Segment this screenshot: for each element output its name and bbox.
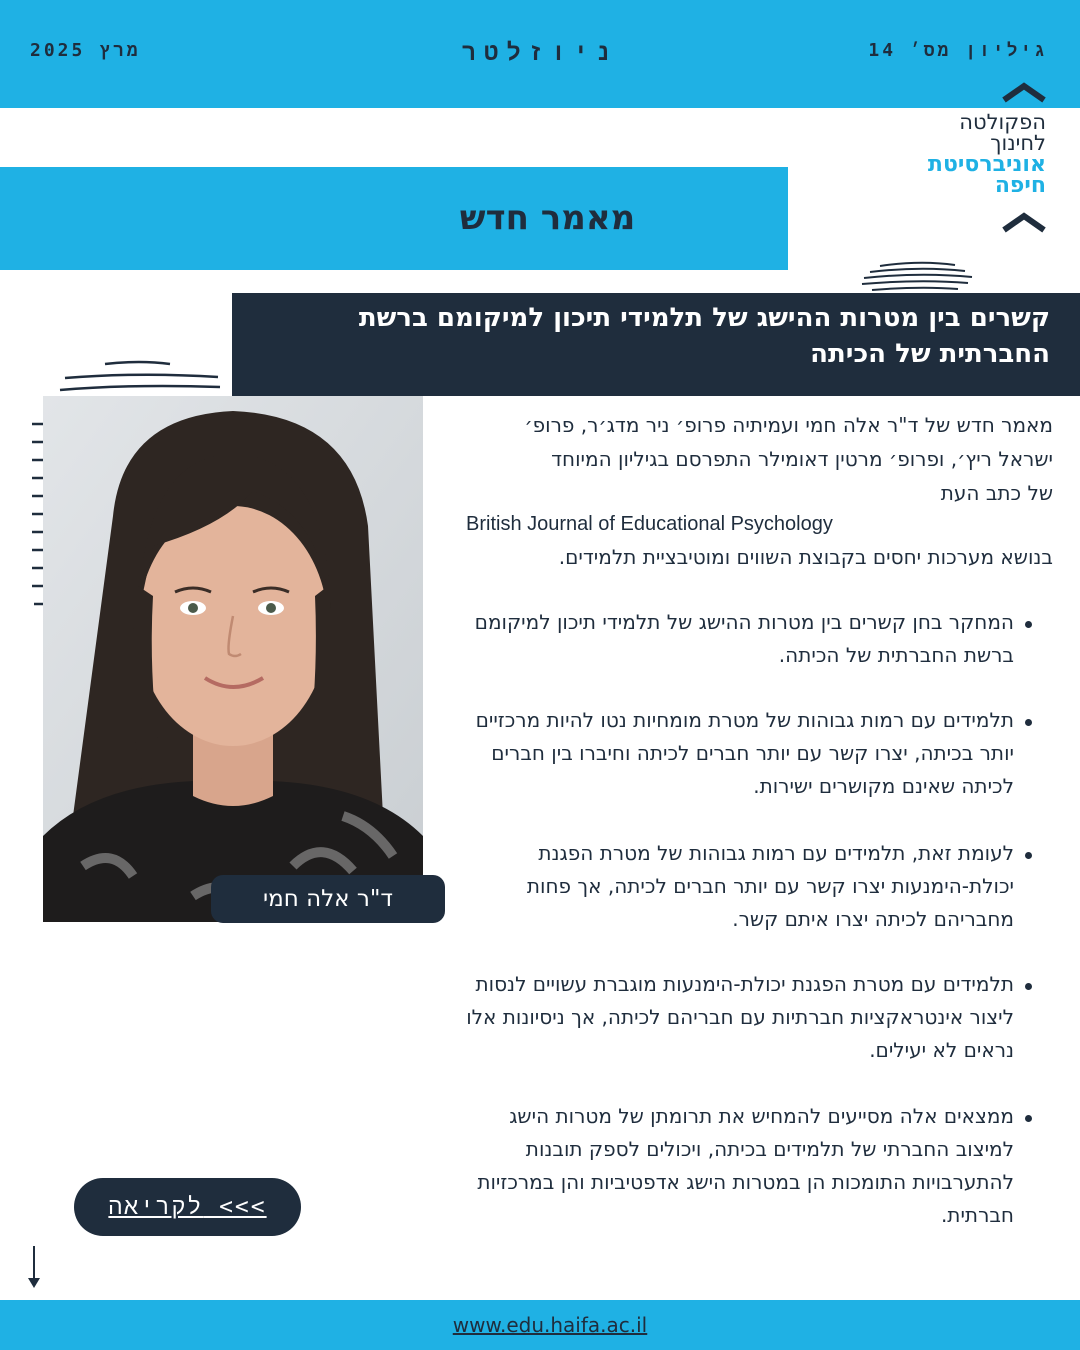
bullet-dot [1025, 983, 1032, 990]
scribble-decoration-icon [860, 258, 975, 294]
photo-caption: ד"ר אלה חמי [211, 875, 445, 923]
bullet-dot [1025, 1115, 1032, 1122]
footer-url-link[interactable]: www.edu.haifa.ac.il [452, 1313, 648, 1337]
article-headline: קשרים בין מטרות ההישג של תלמידי תיכון למיקומם ברשת החברתית של הכיתה [358, 303, 1050, 369]
intro-line-2: ישראל ריץ׳, ופרופ׳ מרטין דאומילר התפרסם בגיליון המיוחד [551, 447, 1053, 471]
intro-line-1: מאמר חדש של ד"ר אלה חמי ועמיתיה פרופ׳ ניר מדג׳ר, פרופ׳ [524, 413, 1053, 437]
issue-date: מרץ 2025 [30, 40, 141, 61]
intro-paragraph [453, 408, 1053, 510]
intro-line-3: של כתב העת [940, 481, 1053, 505]
logo-chevron-top-icon [1002, 78, 1046, 104]
journal-name: British Journal of Educational Psychology [466, 513, 833, 535]
read-more-button[interactable]: לקריאה <<< [74, 1178, 301, 1236]
bullet-dot [1025, 621, 1032, 628]
bullet-item-4: תלמידים עם מטרת הפגנת יכולת-הימנעות מוגברת עשויים לנסות ליצור אינטראקציות חברתיות עם חבריהם לכיתה, אך ניסיונות אלו נראים לא יעילים. [466, 972, 1014, 1062]
newsletter-title: ניוזלטר [461, 38, 619, 66]
logo-faculty-line1: הפקולטה [959, 110, 1046, 134]
logo-university-line2: חיפה [994, 173, 1046, 198]
bullet-item-5: ממצאים אלה מסייעים להמחיש את תרומתן של מטרות הישג למיצוב החברתי של תלמידים בכיתה, ויכולים לספק תובנות להתערבויות התומכות הן במטרות הישג אדפטיביות והן במרכזיות חברתית. [477, 1104, 1014, 1227]
bullet-item-3: לעומת זאת, תלמידים עם רמות גבוהות של מטרת הפגנת יכולת-הימנעות יצרו קשר עם יותר חברים לכיתה, אך פחות מחבריהם לכיתה יצרו איתם קשר. [526, 841, 1014, 931]
issue-number: גיליון מס׳ 14 [868, 40, 1048, 61]
bullet-dot [1025, 852, 1032, 859]
bullet-item-2: תלמידים עם רמות גבוהות של מטרת מומחיות נטו להיות מרכזיים יותר בכיתה, יצרו קשר עם יותר חברים לכיתה וחיברו בין חברים לכיתה שאינם מקושרים ישירות. [475, 708, 1014, 798]
author-photo [43, 396, 423, 922]
bullet-dot [1025, 719, 1032, 726]
section-title: מאמר חדש [459, 198, 636, 238]
bullet-item-1: המחקר בחן קשרים בין מטרות ההישג של תלמידי תיכון למיקומם ברשת החברתית של הכיתה. [474, 610, 1014, 667]
down-arrow-head-icon [28, 1278, 40, 1288]
logo-faculty-line2: לחינוך [990, 131, 1046, 155]
logo-university-line1: אוניברסיטת [927, 152, 1046, 177]
intro-line-5: בנושא מערכות יחסים בקבוצת השווים ומוטיבציית תלמידים. [558, 545, 1053, 569]
